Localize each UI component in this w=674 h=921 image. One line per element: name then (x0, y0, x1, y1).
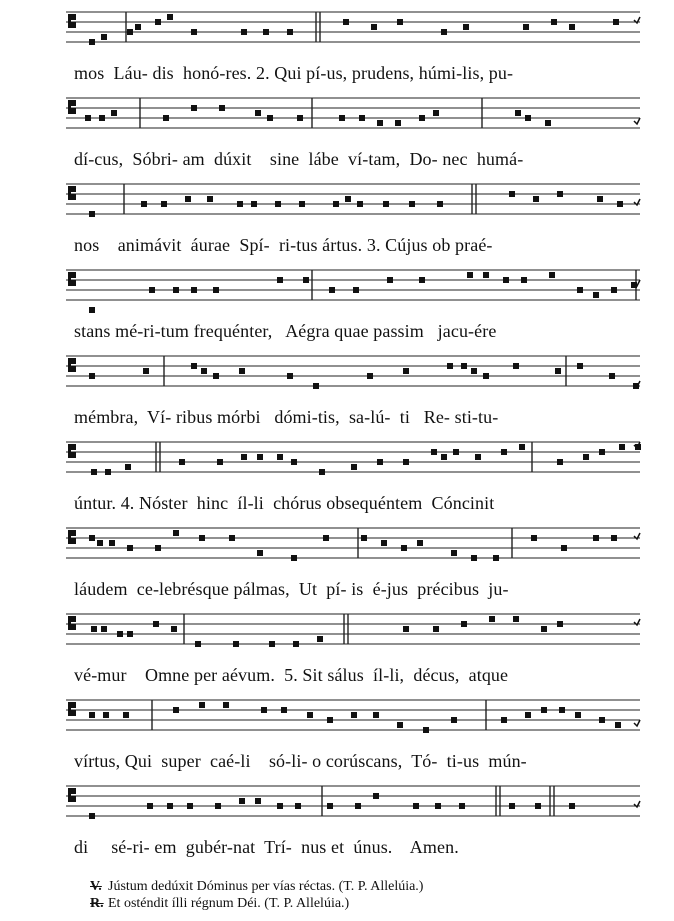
neume-note (327, 803, 333, 809)
neume-note (431, 449, 437, 455)
neume-note (101, 34, 107, 40)
lyric-line: úntur. 4. Nóster hinc íl-li chórus obsequéntem Cóncinit (74, 493, 495, 513)
neume-note (307, 712, 313, 718)
neume-note (89, 712, 95, 718)
neume-note (105, 469, 111, 475)
neume-note (191, 363, 197, 369)
music-system (0, 608, 674, 698)
neume-note (515, 110, 521, 116)
neume-note (463, 24, 469, 30)
staff (66, 350, 640, 398)
neume-note (89, 39, 95, 45)
neume-note (557, 459, 563, 465)
neume-note (615, 722, 621, 728)
music-system (0, 350, 674, 440)
neume-note (437, 201, 443, 207)
neume-note (451, 550, 457, 556)
neume-note (329, 287, 335, 293)
neume-note (127, 29, 133, 35)
neume-note (577, 363, 583, 369)
clef-icon (68, 530, 76, 544)
neume-note (339, 115, 345, 121)
neume-note (109, 540, 115, 546)
response-text: Et osténdit ílli régnum Déi. (T. P. Allelúia.) (108, 896, 350, 911)
neume-note (153, 621, 159, 627)
neume-note (323, 535, 329, 541)
neume-note (317, 636, 323, 642)
music-system (0, 436, 674, 526)
neume-note (361, 535, 367, 541)
neume-note (277, 277, 283, 283)
neume-note (471, 368, 477, 374)
neume-note (167, 803, 173, 809)
neume-note (373, 712, 379, 718)
neume-note (471, 555, 477, 561)
neume-note (239, 798, 245, 804)
neume-note (255, 798, 261, 804)
response-symbol: R. (90, 896, 104, 911)
neume-note (277, 454, 283, 460)
neume-note (257, 454, 263, 460)
neume-note (503, 277, 509, 283)
neume-note (103, 712, 109, 718)
neume-note (461, 363, 467, 369)
neume-note (187, 803, 193, 809)
music-system (0, 694, 674, 784)
clef-icon (68, 616, 76, 630)
neume-note (217, 459, 223, 465)
neume-note (395, 120, 401, 126)
neume-note (401, 545, 407, 551)
neume-note (141, 201, 147, 207)
neume-note (191, 29, 197, 35)
neume-note (127, 545, 133, 551)
clef-icon (68, 444, 76, 458)
neume-note (575, 712, 581, 718)
neume-note (223, 702, 229, 708)
neume-note (143, 368, 149, 374)
neume-note (549, 272, 555, 278)
neume-note (99, 115, 105, 121)
neume-note (167, 14, 173, 20)
neume-note (135, 24, 141, 30)
versicle-line (90, 878, 423, 895)
staff (66, 436, 640, 484)
neume-note (611, 535, 617, 541)
neume-note (91, 469, 97, 475)
custos-icon (634, 118, 640, 124)
neume-note (531, 535, 537, 541)
neume-note (207, 196, 213, 202)
neume-note (453, 449, 459, 455)
neume-note (417, 540, 423, 546)
neume-note (287, 29, 293, 35)
custos-icon (634, 720, 640, 726)
neume-note (617, 201, 623, 207)
clef-icon (68, 14, 76, 28)
neume-note (397, 722, 403, 728)
neume-note (303, 277, 309, 283)
lyric-line: mos Láu- dis honó-res. 2. Qui pí-us, prudens, húmi-lis, pu- (74, 63, 514, 83)
staff (66, 694, 640, 742)
neume-note (173, 287, 179, 293)
neume-note (293, 641, 299, 647)
neume-note (201, 368, 207, 374)
neume-note (521, 277, 527, 283)
neume-note (619, 444, 625, 450)
neume-note (501, 717, 507, 723)
neume-note (85, 115, 91, 121)
neume-note (423, 727, 429, 733)
neume-note (127, 631, 133, 637)
staff (66, 6, 640, 54)
neume-note (237, 201, 243, 207)
neume-note (459, 803, 465, 809)
neume-note (451, 717, 457, 723)
neume-note (509, 803, 515, 809)
lyric-line: nos animávit áurae Spí- ri-tus ártus. 3. Cújus ob praé- (74, 235, 493, 255)
lyric-line: stans mé-ri-tum frequénter, Aégra quae passim jacu-ére (74, 321, 497, 341)
neume-note (353, 287, 359, 293)
neume-note (147, 803, 153, 809)
neume-note (561, 545, 567, 551)
neume-note (163, 115, 169, 121)
neume-note (483, 272, 489, 278)
neume-note (215, 803, 221, 809)
music-system (0, 264, 674, 354)
neume-note (493, 555, 499, 561)
neume-note (609, 373, 615, 379)
neume-note (371, 24, 377, 30)
clef-icon (68, 272, 76, 286)
neume-note (433, 626, 439, 632)
neume-note (403, 626, 409, 632)
neume-note (333, 201, 339, 207)
neume-note (355, 803, 361, 809)
clef-icon (68, 788, 76, 802)
neume-note (97, 540, 103, 546)
neume-note (117, 631, 123, 637)
neume-note (501, 449, 507, 455)
staff (66, 92, 640, 140)
staff (66, 608, 640, 656)
neume-note (545, 120, 551, 126)
neume-note (525, 712, 531, 718)
neume-note (447, 363, 453, 369)
lyric-line: vírtus, Qui super caé-li só-li- o corúscans, Tó- ti-us mún- (74, 751, 527, 771)
neume-note (173, 530, 179, 536)
neume-note (551, 19, 557, 25)
neume-note (185, 196, 191, 202)
versicle-text: Jústum dedúxit Dóminus per vías réctas. (T. P. Allelúia.) (108, 879, 424, 894)
neume-note (345, 196, 351, 202)
neume-note (91, 626, 97, 632)
neume-note (357, 201, 363, 207)
music-system (0, 780, 674, 870)
neume-note (441, 454, 447, 460)
neume-note (377, 120, 383, 126)
response-line (90, 895, 349, 912)
neume-note (123, 712, 129, 718)
neume-note (541, 626, 547, 632)
clef-icon (68, 100, 76, 114)
neume-note (611, 287, 617, 293)
neume-note (569, 803, 575, 809)
neume-note (597, 196, 603, 202)
neume-note (229, 535, 235, 541)
neume-note (535, 803, 541, 809)
staff (66, 178, 640, 226)
lyric-line: di sé-ri- em gubér-nat Trí- nus et únus. Amen. (74, 837, 459, 857)
neume-note (295, 803, 301, 809)
neume-note (251, 201, 257, 207)
neume-note (441, 29, 447, 35)
neume-note (569, 24, 575, 30)
neume-note (291, 459, 297, 465)
neume-note (213, 373, 219, 379)
neume-note (155, 19, 161, 25)
neume-note (125, 464, 131, 470)
neume-note (263, 29, 269, 35)
neume-note (475, 454, 481, 460)
staff (66, 780, 640, 828)
neume-note (111, 110, 117, 116)
neume-note (241, 29, 247, 35)
lyric-line: dí-cus, Sóbri- am dúxit sine lábe ví-tam, Do- nec humá- (74, 149, 524, 169)
neume-note (241, 454, 247, 460)
neume-note (387, 277, 393, 283)
neume-note (89, 535, 95, 541)
neume-note (161, 201, 167, 207)
neume-note (377, 459, 383, 465)
versicle-symbol: V. (90, 879, 102, 894)
neume-note (267, 115, 273, 121)
neume-note (513, 616, 519, 622)
neume-note (593, 292, 599, 298)
music-system (0, 92, 674, 182)
neume-note (313, 383, 319, 389)
neume-note (461, 621, 467, 627)
neume-note (489, 616, 495, 622)
neume-note (191, 105, 197, 111)
neume-note (583, 454, 589, 460)
neume-note (195, 641, 201, 647)
neume-note (559, 707, 565, 713)
neume-note (593, 535, 599, 541)
lyric-line: mémbra, Ví- ribus mórbi dómi-tis, sa-lú- ti Re- sti-tu- (74, 407, 499, 427)
neume-note (239, 368, 245, 374)
neume-note (403, 368, 409, 374)
neume-note (419, 115, 425, 121)
neume-note (419, 277, 425, 283)
neume-note (509, 191, 515, 197)
neume-note (327, 717, 333, 723)
neume-note (433, 110, 439, 116)
neume-note (557, 191, 563, 197)
music-system (0, 178, 674, 268)
neume-note (89, 211, 95, 217)
clef-icon (68, 358, 76, 372)
staff (66, 264, 640, 312)
neume-note (523, 24, 529, 30)
neume-note (359, 115, 365, 121)
neume-note (383, 201, 389, 207)
neume-note (577, 287, 583, 293)
neume-note (599, 717, 605, 723)
neume-note (291, 555, 297, 561)
neume-note (191, 287, 197, 293)
neume-note (483, 373, 489, 379)
neume-note (89, 307, 95, 313)
music-system (0, 522, 674, 612)
neume-note (261, 707, 267, 713)
neume-note (351, 712, 357, 718)
neume-note (367, 373, 373, 379)
neume-note (319, 469, 325, 475)
neume-note (519, 444, 525, 450)
neume-note (381, 540, 387, 546)
lyric-line: láudem ce-lebrésque pálmas, Ut pí- is é-jus précibus ju- (74, 579, 509, 599)
neume-note (435, 803, 441, 809)
neume-note (467, 272, 473, 278)
neume-note (343, 19, 349, 25)
neume-note (373, 793, 379, 799)
neume-note (533, 196, 539, 202)
staff (66, 522, 640, 570)
neume-note (199, 702, 205, 708)
neume-note (525, 115, 531, 121)
neume-note (233, 641, 239, 647)
neume-note (513, 363, 519, 369)
lyric-line: vé-mur Omne per aévum. 5. Sit sálus íl-li, décus, atque (74, 665, 509, 685)
neume-note (171, 626, 177, 632)
neume-note (173, 707, 179, 713)
neume-note (409, 201, 415, 207)
neume-note (101, 626, 107, 632)
neume-note (255, 110, 261, 116)
neume-note (397, 19, 403, 25)
neume-note (213, 287, 219, 293)
neume-note (275, 201, 281, 207)
neume-note (299, 201, 305, 207)
neume-note (199, 535, 205, 541)
neume-note (555, 368, 561, 374)
neume-note (179, 459, 185, 465)
neume-note (89, 373, 95, 379)
neume-note (557, 621, 563, 627)
neume-note (281, 707, 287, 713)
clef-icon (68, 186, 76, 200)
neume-note (613, 19, 619, 25)
neume-note (541, 707, 547, 713)
neume-note (277, 803, 283, 809)
neume-note (219, 105, 225, 111)
neume-note (269, 641, 275, 647)
music-system (0, 6, 674, 96)
neume-note (599, 449, 605, 455)
neume-note (149, 287, 155, 293)
neume-note (287, 373, 293, 379)
neume-note (89, 813, 95, 819)
clef-icon (68, 702, 76, 716)
neume-note (351, 464, 357, 470)
neume-note (155, 545, 161, 551)
neume-note (403, 459, 409, 465)
neume-note (413, 803, 419, 809)
neume-note (297, 115, 303, 121)
neume-note (257, 550, 263, 556)
